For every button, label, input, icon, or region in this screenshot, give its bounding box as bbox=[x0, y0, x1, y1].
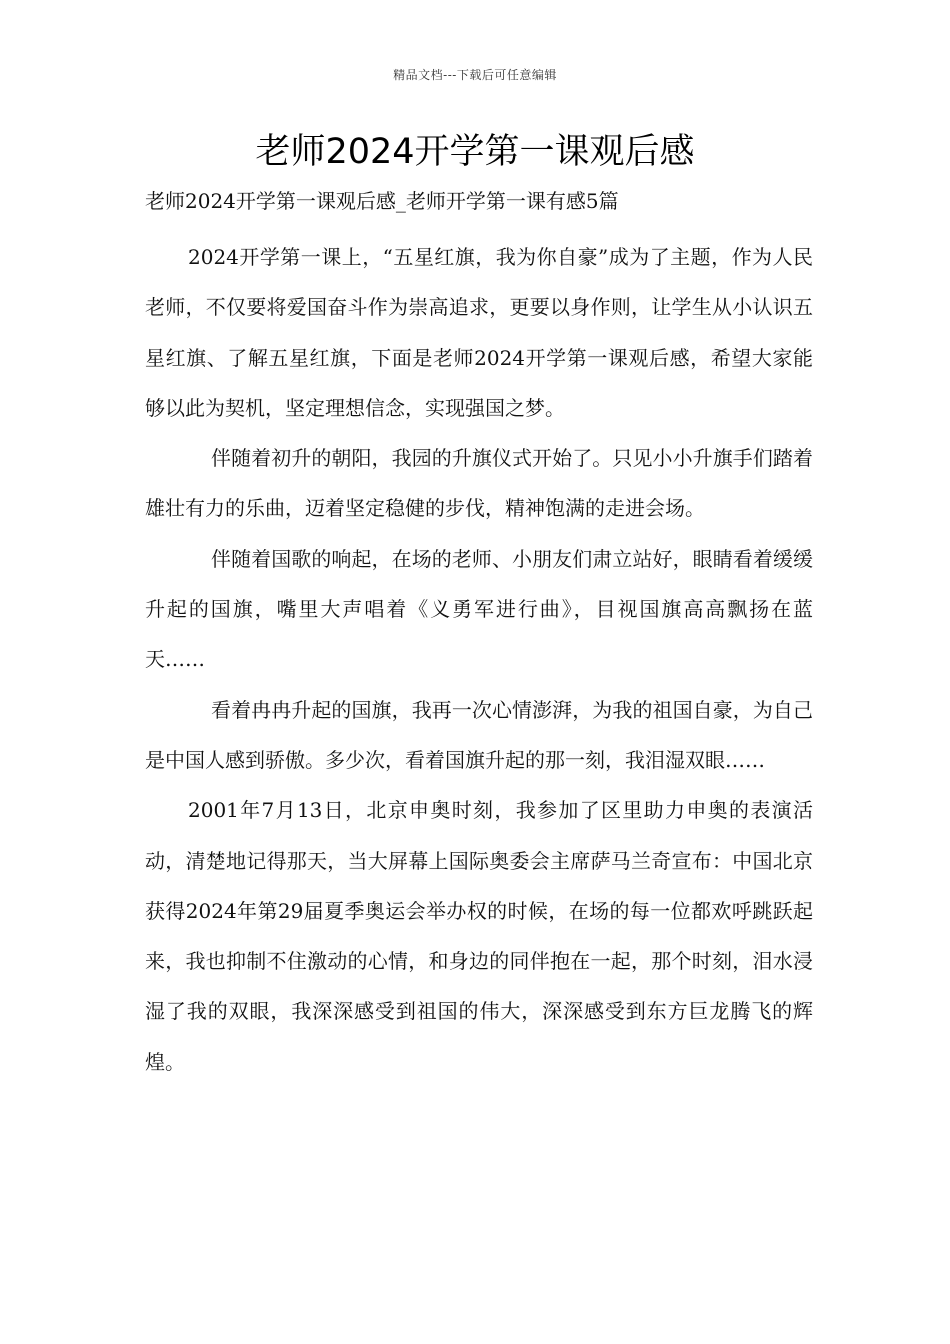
paragraph-flag-ceremony: 伴随着初升的朝阳，我园的升旗仪式开始了。只见小小升旗手们踏着雄壮有力的乐曲，迈着坚定稳健的步伐，精神饱满的走进会场。 bbox=[145, 446, 813, 521]
page-header-note: 精品文档---下载后可任意编辑 bbox=[393, 68, 557, 82]
paragraph-pride: 看着冉冉升起的国旗，我再一次心情澎湃，为我的祖国自豪，为自己是中国人感到骄傲。多少次，看着国旗升起的那一刻，我泪湿双眼…… bbox=[145, 697, 813, 772]
document-subtitle: 老师2024开学第一课观后感_老师开学第一课有感5篇 bbox=[145, 189, 619, 213]
paragraph-olympic-bid: 2001年7月13日，北京申奥时刻，我参加了区里助力申奥的表演活动，清楚地记得那天，当大屏幕上国际奥委会主席萨马兰奇宣布：中国北京获得2024年第29届夏季奥运会举办权的时候，在场的每一位都欢呼跳跃起来，我也抑制不住激动的心情，和身边的同伴抱在一起，那个时刻，泪水浸湿了我的双眼，我深深感受到祖国的伟大，深深感受到东方巨龙腾飞的辉煌。 bbox=[145, 798, 813, 1074]
paragraph-anthem: 伴随着国歌的响起，在场的老师、小朋友们肃立站好，眼睛看着缓缓升起的国旗，嘴里大声唱着《义勇军进行曲》，目视国旗高高飘扬在蓝天…… bbox=[145, 546, 813, 672]
document-title: 老师2024开学第一课观后感 bbox=[255, 132, 695, 172]
document-body bbox=[145, 232, 813, 1087]
paragraph-intro: 2024开学第一课上，“五星红旗，我为你自豪”成为了主题，作为人民老师，不仅要将爱国奋斗作为崇高追求，更要以身作则，让学生从小认识五星红旗、了解五星红旗，下面是老师2024开学第一课观后感，希望大家能够以此为契机，坚定理想信念，实现强国之梦。 bbox=[145, 245, 813, 420]
